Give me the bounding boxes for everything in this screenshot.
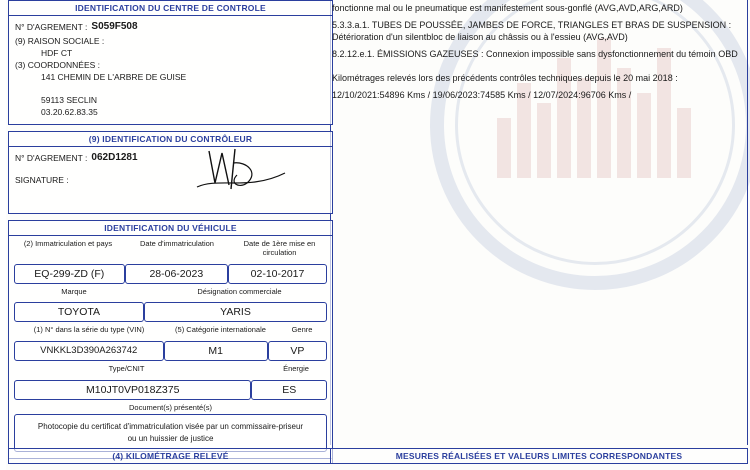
page-left-edge — [0, 0, 6, 470]
control-center-box — [8, 0, 333, 125]
vehicle-row-1-values — [14, 264, 327, 284]
defect-item-1: 5.3.3.a.1. TUBES DE POUSSÉE, JAMBES DE FORCE, TRIANGLES ET BRAS DE SUSPENSION : Détérioration d'un silentbloc de liaison au châssis ou à l'essieu (AVG,AVD) — [332, 19, 732, 43]
genre-cell — [277, 326, 327, 337]
agreement-value: S059F508 — [91, 21, 138, 32]
registration-header: (2) Immatriculation et pays — [23, 239, 113, 249]
vehicle-row-4-values — [14, 380, 327, 400]
controller-title: (9) IDENTIFICATION DU CONTRÔLEUR — [9, 132, 332, 147]
energy-cell — [265, 365, 327, 376]
signature-mark — [189, 143, 299, 199]
controller-agreement-label: N° D'AGREMENT : — [15, 153, 88, 164]
energy-header: Énergie — [283, 363, 309, 373]
registration-value: EQ-299-ZD (F) — [14, 264, 125, 284]
signature-label: SIGNATURE : — [15, 174, 69, 185]
mileage-section-title: (4) KILOMÉTRAGE RELEVÉ — [112, 451, 229, 461]
defect-line-top: fonctionne mal ou le pneumatique est manifestement sous-gonflé (AVG,AVD,ARG,ARD) — [332, 3, 683, 13]
first-circulation-value: 02-10-2017 — [228, 264, 327, 284]
company-value: HDF CT — [41, 47, 73, 58]
commercial-name-value: YARIS — [144, 302, 327, 322]
address-line-2: 59113 SECLIN — [41, 94, 98, 105]
commercial-name-header: Désignation commerciale — [197, 286, 282, 296]
vehicle-row-3-values — [14, 341, 327, 361]
category-cell — [171, 326, 271, 337]
documents-line-1: Photocopie du certificat d'immatriculation visée par un commissaire-priseur — [37, 422, 304, 432]
controller-agreement-value: 062D1281 — [91, 152, 138, 164]
control-center-body — [9, 16, 332, 124]
mileage-section — [8, 448, 333, 464]
controller-body — [9, 147, 332, 213]
documents-value — [14, 414, 327, 452]
vin-cell — [14, 326, 164, 337]
company-label: (9) RAISON SOCIALE : — [15, 35, 105, 46]
brand-value: TOYOTA — [14, 302, 144, 322]
registration-cell — [14, 240, 122, 259]
type-cnit-cell — [14, 365, 239, 376]
defects-text — [330, 0, 748, 102]
right-column — [330, 0, 748, 106]
registration-date-cell — [127, 240, 227, 259]
vin-value: VNKKL3D390A263742 — [14, 341, 164, 361]
first-circulation-cell — [232, 240, 327, 259]
registration-date-header: Date d'immatriculation — [140, 239, 214, 249]
category-header: (5) Catégorie internationale — [175, 325, 266, 335]
mileage-history-value: 12/10/2021:54896 Kms / 19/06/2023:74585 Kms / 12/07/2024:96706 Kms / — [332, 89, 632, 100]
documents-line-2: ou un huissier de justice — [127, 434, 214, 444]
measures-section-title: MESURES RÉALISÉES ET VALEURS LIMITES CORRESPONDANTES — [395, 451, 683, 461]
agreement-label: N° D'AGREMENT : — [15, 22, 88, 33]
vehicle-row-1 — [14, 240, 327, 259]
controller-box — [8, 131, 333, 214]
type-cnit-header: Type/CNIT — [108, 363, 145, 373]
mileage-history-label: Kilométrages relevés lors des précédents contrôles techniques depuis le 20 mai 2018 : — [332, 73, 678, 84]
vehicle-fields — [9, 236, 332, 458]
genre-value: VP — [268, 341, 327, 361]
vehicle-row-2-values — [14, 302, 327, 322]
phone-number: 03.20.62.83.35 — [41, 107, 98, 118]
vehicle-row-4 — [14, 365, 327, 376]
category-value: M1 — [164, 341, 268, 361]
commercial-name-cell — [152, 288, 327, 299]
type-cnit-value: M10JT0VP018Z375 — [14, 380, 251, 400]
vehicle-row-2 — [14, 288, 327, 299]
defect-item-2: 8.2.12.e.1. ÉMISSIONS GAZEUSES : Connexion impossible sans dysfonctionnement du témoin OBD — [332, 48, 738, 59]
vehicle-identification-box — [8, 220, 333, 459]
measures-section — [330, 448, 748, 464]
genre-header: Genre — [291, 325, 313, 335]
brand-header: Marque — [61, 286, 87, 296]
address-line-1: 141 CHEMIN DE L'ARBRE DE GUISE — [41, 72, 187, 83]
vin-header: (1) N° dans la série du type (VIN) — [33, 325, 145, 335]
documents-header-cell — [14, 404, 327, 413]
vehicle-identification-title: IDENTIFICATION DU VÉHICULE — [9, 221, 332, 236]
documents-header: Document(s) présenté(s) — [129, 402, 212, 412]
agreement-row — [15, 20, 326, 35]
left-column — [8, 0, 333, 465]
registration-date-value: 28-06-2023 — [125, 264, 228, 284]
first-circulation-header: Date de 1ère mise en circulation — [243, 239, 316, 257]
coordinates-label: (3) COORDONNÉES : — [15, 60, 101, 71]
control-center-title: IDENTIFICATION DU CENTRE DE CONTROLE — [9, 1, 332, 16]
vehicle-row-3 — [14, 326, 327, 337]
brand-cell — [14, 288, 134, 299]
energy-value: ES — [251, 380, 327, 400]
